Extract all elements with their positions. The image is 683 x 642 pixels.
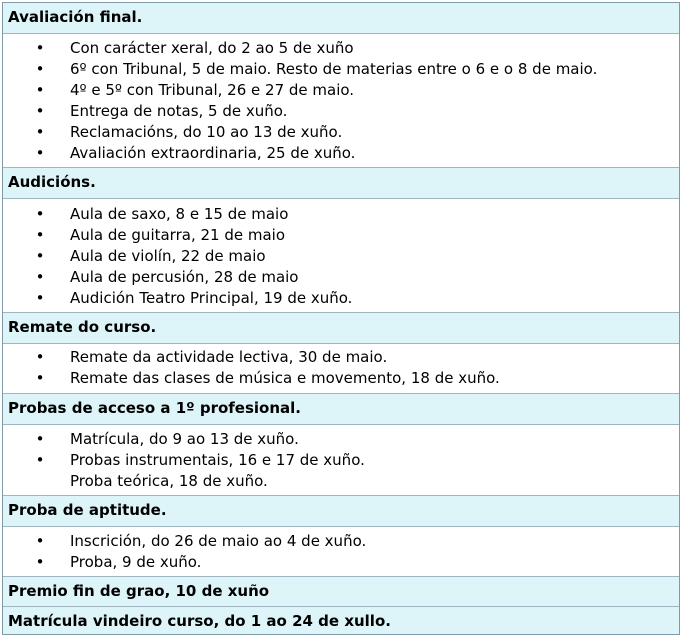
bullet-icon: • (35, 205, 45, 223)
list-item-text: 4º e 5º con Tribunal, 26 e 27 de maio. (70, 81, 355, 99)
section-body-proba-de-aptitude (3, 526, 679, 576)
section-header-avaliacion-final (3, 3, 679, 33)
list-item-text: Proba teórica, 18 de xuño. (70, 472, 268, 490)
bullet-icon: • (35, 532, 45, 550)
list-item-text: Aula de guitarra, 21 de maio (70, 226, 286, 244)
bullet-icon: • (35, 226, 45, 244)
bullet-icon: • (35, 123, 45, 141)
list-item-text: Proba, 9 de xuño. (70, 553, 202, 571)
bullet-icon: • (35, 289, 45, 307)
section-header-probas-de-acceso (3, 393, 679, 424)
list-item-text: Inscrición, do 26 de maio ao 4 de xuño. (70, 532, 367, 550)
list-item-text: Remate das clases de música e movemento, 18 de xuño. (70, 369, 500, 387)
list-item-text: Avaliación extraordinaria, 25 de xuño. (70, 144, 356, 162)
bullet-icon: • (35, 553, 45, 571)
bullet-icon: • (35, 144, 45, 162)
bullet-icon: • (35, 430, 45, 448)
list-item-text: Aula de saxo, 8 e 15 de maio (70, 205, 289, 223)
schedule-table (2, 2, 680, 635)
section-header-remate-do-curso (3, 312, 679, 343)
section-header-proba-de-aptitude (3, 495, 679, 526)
section-title: Remate do curso. (8, 318, 157, 336)
bullet-icon: • (35, 39, 45, 57)
section-title: Audicións. (8, 173, 96, 191)
list-item-text: Con carácter xeral, do 2 ao 5 de xuño (70, 39, 354, 57)
list-item-text: Aula de violín, 22 de maio (70, 247, 266, 265)
section-body-remate-do-curso (3, 343, 679, 393)
section-title: Avaliación final. (8, 8, 143, 26)
section-header-premio-fin-de-grao (3, 576, 679, 606)
bullet-icon: • (35, 348, 45, 366)
list-item-text: Aula de percusión, 28 de maio (70, 268, 299, 286)
list-item-text: Matrícula, do 9 ao 13 de xuño. (70, 430, 299, 448)
list-item-text: Audición Teatro Principal, 19 de xuño. (70, 289, 353, 307)
bullet-icon: • (35, 268, 45, 286)
bullet-icon: • (35, 60, 45, 78)
section-body-avaliacion-final (3, 33, 679, 167)
list-item-text: Reclamacións, do 10 ao 13 de xuño. (70, 123, 343, 141)
section-title: Probas de acceso a 1º profesional. (8, 399, 301, 417)
section-title: Premio fin de grao, 10 de xuño (8, 582, 270, 600)
section-title: Matrícula vindeiro curso, do 1 ao 24 de xullo. (8, 612, 391, 630)
bullet-icon: • (35, 81, 45, 99)
list-item-text: Probas instrumentais, 16 e 17 de xuño. (70, 451, 365, 469)
bullet-icon: • (35, 451, 45, 469)
section-header-audicions (3, 167, 679, 198)
list-item-text: 6º con Tribunal, 5 de maio. Resto de materias entre o 6 e o 8 de maio. (70, 60, 598, 78)
section-body-probas-de-acceso (3, 424, 679, 495)
bullet-icon: • (35, 369, 45, 387)
section-body-audicions (3, 198, 679, 312)
section-header-matricula-vindeiro-curso (3, 606, 679, 634)
bullet-icon: • (35, 102, 45, 120)
list-item-text: Remate da actividade lectiva, 30 de maio. (70, 348, 388, 366)
list-item-text: Entrega de notas, 5 de xuño. (70, 102, 288, 120)
section-title: Proba de aptitude. (8, 501, 167, 519)
bullet-icon: • (35, 247, 45, 265)
